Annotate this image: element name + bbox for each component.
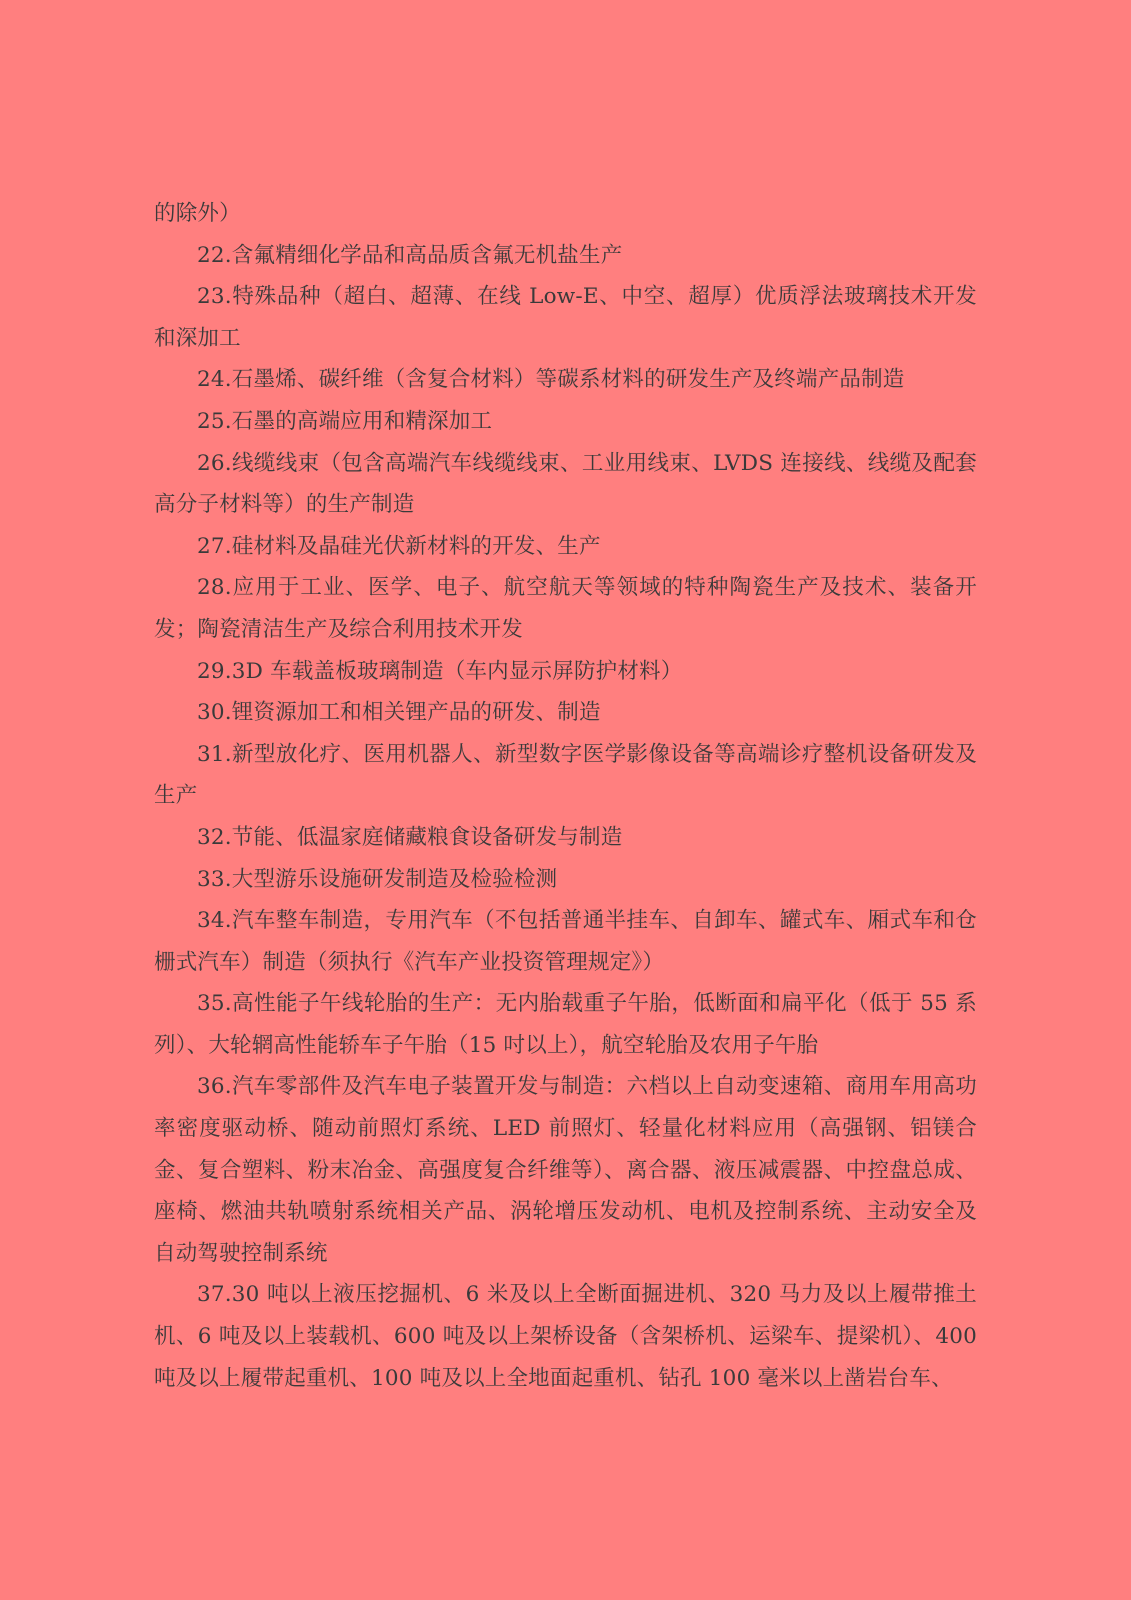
paragraph: 23.特殊品种（超白、超薄、在线 Low-E、中空、超厚）优质浮法玻璃技术开发和深加工	[154, 284, 977, 351]
paragraph: 33.大型游乐设施研发制造及检验检测	[197, 866, 558, 892]
paragraph: 37.30 吨以上液压挖掘机、6 米及以上全断面掘进机、320 马力及以上履带推土机、6 吨及以上装载机、600 吨及以上架桥设备（含架桥机、运梁车、提梁机）、400 吨及以上履带起重机、100 吨及以上全地面起重机、钻孔 100 毫米以上凿岩台车、	[154, 1282, 977, 1391]
paragraph: 35.高性能子午线轮胎的生产：无内胎载重子午胎，低断面和扁平化（低于 55 系列）、大轮辋高性能轿车子午胎（15 吋以上），航空轮胎及农用子午胎	[154, 991, 977, 1058]
document-page	[154, 193, 977, 1399]
paragraph: 36.汽车零部件及汽车电子装置开发与制造：六档以上自动变速箱、商用车用高功率密度驱动桥、随动前照灯系统、LED 前照灯、轻量化材料应用（高强钢、铝镁合金、复合塑料、粉末冶金、高强度复合纤维等）、离合器、液压减震器、中控盘总成、座椅、燃油共轨喷射系统相关产品、涡轮增压发动机、电机及控制系统、主动安全及自动驾驶控制系统	[154, 1074, 977, 1266]
paragraph: 30.锂资源加工和相关锂产品的研发、制造	[197, 700, 601, 726]
paragraph: 22.含氟精细化学品和高品质含氟无机盐生产	[197, 242, 623, 268]
paragraph: 28.应用于工业、医学、电子、航空航天等领域的特种陶瓷生产及技术、装备开发；陶瓷清洁生产及综合利用技术开发	[154, 575, 977, 642]
paragraph: 31.新型放化疗、医用机器人、新型数字医学影像设备等高端诊疗整机设备研发及生产	[154, 741, 977, 809]
paragraph: 27.硅材料及晶硅光伏新材料的开发、生产	[197, 533, 601, 559]
paragraph: 24.石墨烯、碳纤维（含复合材料）等碳系材料的研发生产及终端产品制造	[197, 367, 905, 393]
paragraph: 26.线缆线束（包含高端汽车线缆线束、工业用线束、LVDS 连接线、线缆及配套高分子材料等）的生产制造	[154, 450, 977, 518]
paragraph: 的除外）	[154, 201, 241, 226]
paragraph: 34.汽车整车制造，专用汽车（不包括普通半挂车、自卸车、罐式车、厢式车和仓栅式汽车）制造（须执行《汽车产业投资管理规定》）	[154, 908, 977, 975]
paragraph: 32.节能、低温家庭储藏粮食设备研发与制造	[197, 824, 623, 850]
paragraph: 25.石墨的高端应用和精深加工	[197, 408, 493, 434]
paragraph: 29.3D 车载盖板玻璃制造（车内显示屏防护材料）	[197, 658, 683, 684]
